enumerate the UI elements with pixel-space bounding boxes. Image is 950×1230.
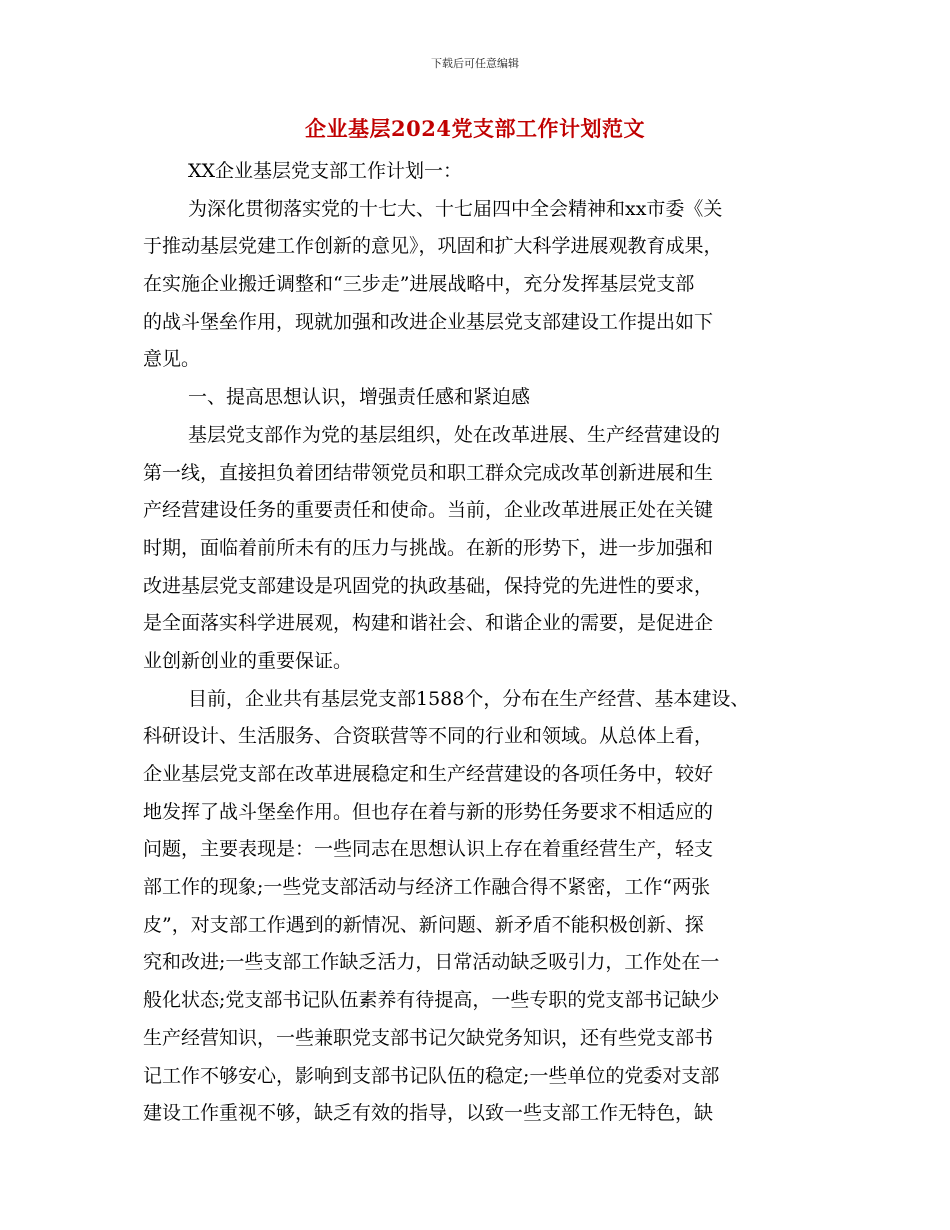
text-line: 产经营建设任务的重要责任和使命。当前，企业改革进展正处在关键 bbox=[143, 499, 714, 522]
text-line: 改进基层党支部建设是巩固党的执政基础，保持党的先进性的要求， bbox=[143, 574, 714, 597]
text-line: 目前，企业共有基层党支部1588个，分布在生产经营、基本建设、 bbox=[188, 687, 750, 710]
text-line: 记工作不够安心，影响到支部书记队伍的稳定;一些单位的党委对支部 bbox=[143, 1064, 720, 1087]
section-heading: 一、提高思想认识，增强责任感和紧迫感 bbox=[188, 386, 531, 409]
text-line: 地发挥了战斗堡垒作用。但也存在着与新的形势任务要求不相适应的 bbox=[143, 800, 714, 823]
text-line: 般化状态;党支部书记队伍素养有待提高，一些专职的党支部书记缺少 bbox=[143, 989, 720, 1012]
text-line: 部工作的现象;一些党支部活动与经济工作融合得不紧密，工作“两张 bbox=[143, 876, 711, 899]
text-line: 建设工作重视不够，缺乏有效的指导，以致一些支部工作无特色，缺 bbox=[143, 1102, 714, 1125]
text-line: 生产经营知识，一些兼职党支部书记欠缺党务知识，还有些党支部书 bbox=[143, 1026, 714, 1049]
text-line: 皮”，对支部工作遇到的新情况、新问题、新矛盾不能积极创新、探 bbox=[143, 913, 704, 936]
text-line: 时期，面临着前所未有的压力与挑战。在新的形势下，进一步加强和 bbox=[143, 536, 714, 559]
text-line: 问题，主要表现是：一些同志在思想认识上存在着重经营生产，轻支 bbox=[143, 838, 714, 861]
document-title: 企业基层2024党支部工作计划范文 bbox=[305, 116, 645, 141]
text-line: 意见。 bbox=[143, 348, 201, 371]
text-line: 的战斗堡垒作用，现就加强和改进企业基层党支部建设工作提出如下 bbox=[143, 310, 714, 333]
page-header-note: 下载后可任意编辑 bbox=[431, 57, 519, 70]
text-line: 为深化贯彻落实党的十七大、十七届四中全会精神和xx市委《关 bbox=[188, 197, 723, 220]
text-line: 科研设计、生活服务、合资联营等不同的行业和领域。从总体上看， bbox=[143, 725, 714, 748]
text-line: 第一线，直接担负着团结带领党员和职工群众完成改革创新进展和生 bbox=[143, 461, 714, 484]
text-line: 业创新创业的重要保证。 bbox=[143, 649, 353, 672]
text-line: 在实施企业搬迁调整和“三步走”进展战略中，充分发挥基层党支部 bbox=[143, 273, 695, 296]
text-line: 基层党支部作为党的基层组织，处在改革进展、生产经营建设的 bbox=[188, 423, 721, 446]
text-line: 企业基层党支部在改革进展稳定和生产经营建设的各项任务中，较好 bbox=[143, 763, 714, 785]
text-line: XX企业基层党支部工作计划一： bbox=[188, 160, 463, 182]
text-line: 究和改进;一些支部工作缺乏活力，日常活动缺乏吸引力，工作处在一 bbox=[143, 951, 720, 974]
text-line: 是全面落实科学进展观，构建和谐社会、和谐企业的需要，是促进企 bbox=[143, 612, 714, 635]
document-body bbox=[143, 153, 823, 1133]
text-line: 于推动基层党建工作创新的意见》，巩固和扩大科学进展观教育成果， bbox=[143, 235, 723, 258]
